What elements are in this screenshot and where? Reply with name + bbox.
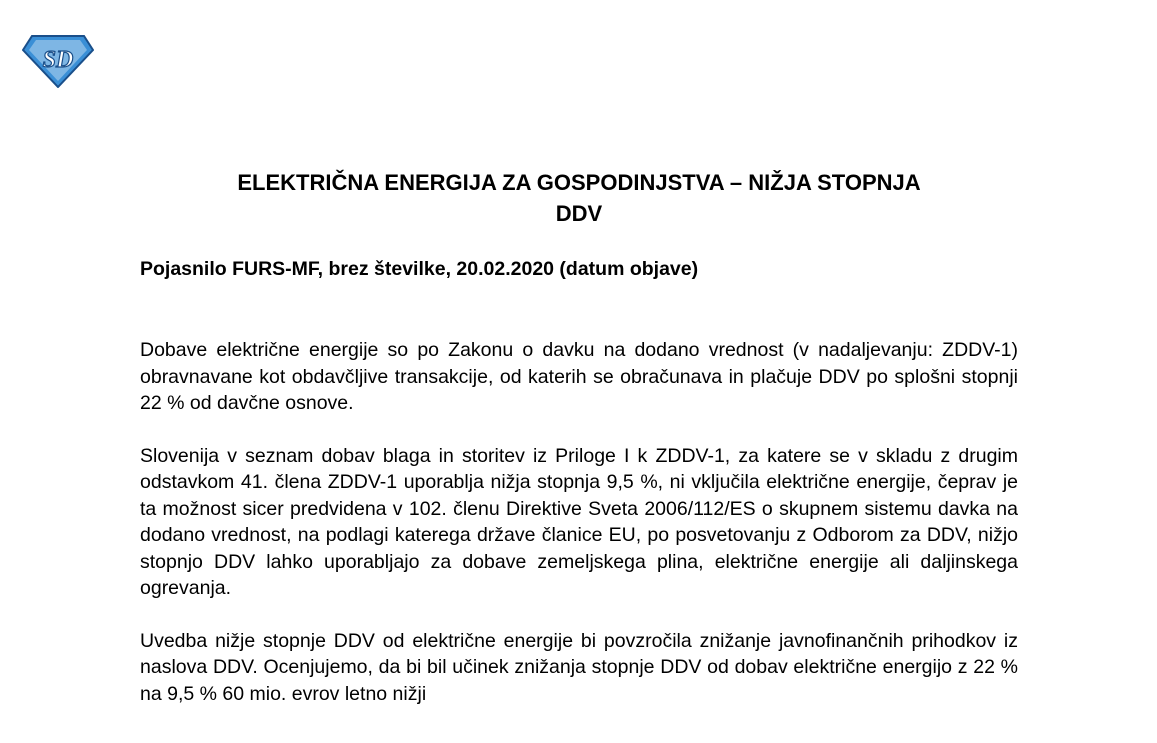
document-title xyxy=(140,167,1018,229)
document-subtitle: Pojasnilo FURS-MF, brez številke, 20.02.2020 (datum objave) xyxy=(140,258,699,280)
paragraph-1: Dobave električne energije so po Zakonu o davku na dodano vrednost (v nadaljevanju: ZDDV-1) obravnavane kot obdavčljive transakcije, od katerih se obračunava in plačuje DDV po splošni stopnji 22 % od davčne osnove. xyxy=(140,339,1018,414)
title-line-1: ELEKTRIČNA ENERGIJA ZA GOSPODINJSTVA – NIŽJA STOPNJA xyxy=(237,170,921,195)
paragraph-2: Slovenija v seznam dobav blaga in storitev iz Priloge I k ZDDV-1, za katere se v skladu z drugim odstavkom 41. člena ZDDV-1 uporablja nižja stopnja 9,5 %, ni vključila električne energije, čeprav je ta možnost sicer predvidena v 102. členu Direktive Sveta 2006/112/ES o skupnem sistemu davka na dodano vrednost, na podlagi katerega države članice EU, po posvetovanju z Odborom za DDV, nižjo stopnjo DDV lahko uporabljajo za dobave zemeljskega plina, električne energije ali daljinskega ogrevanja. xyxy=(140,444,1018,599)
sd-diamond-logo-icon xyxy=(22,34,94,88)
document-body xyxy=(140,337,1018,733)
title-line-2: DDV xyxy=(555,201,603,226)
paragraph-3: Uvedba nižje stopnje DDV od električne energije bi povzročila znižanje javnofinančnih prihodkov iz naslova DDV. Ocenjujemo, da bi bil učinek znižanja stopnje DDV od dobav električne energijo z 22 % na 9,5 % 60 mio. evrov letno nižji xyxy=(140,629,1018,705)
logo-letters: SD xyxy=(42,47,74,73)
